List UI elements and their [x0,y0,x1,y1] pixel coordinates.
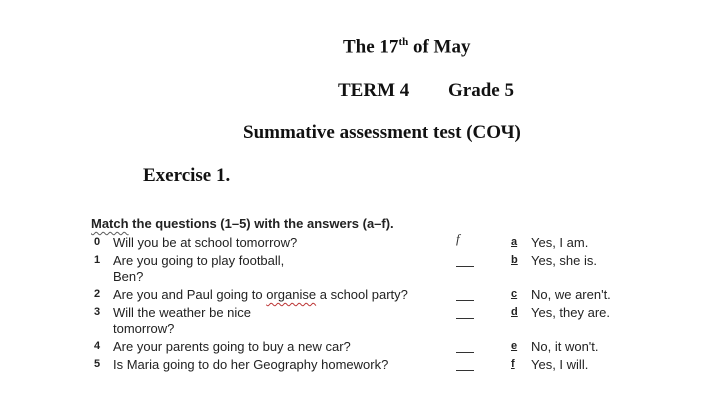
answer-blank[interactable] [456,352,474,353]
question-text-part: Are you and Paul going to [113,287,267,302]
question-text: Are your parents going to buy a new car? [113,339,351,354]
answer-letter: b [511,254,518,266]
answer-text: Yes, I am. [531,235,589,250]
question-text-continued: Ben? [113,269,144,284]
question-number: 2 [94,288,101,300]
grade-label: Grade 5 [448,80,514,101]
answer-blank[interactable] [456,318,474,319]
question-text [113,287,408,302]
answer-text: No, we aren't. [531,287,611,302]
date-month: of May [408,36,471,58]
exercise-title: Exercise 1. [143,165,231,186]
answer-text: Yes, I will. [531,357,589,372]
spellcheck-marked-word: organise [266,287,317,302]
question-number: 1 [94,254,101,266]
question-text: Is Maria going to do her Geography homework? [113,357,389,372]
question-text-continued: tomorrow? [113,321,175,336]
instruction-text: the questions (1–5) with the answers (a–f). [128,216,394,231]
exercise-instruction [91,216,394,231]
answer-blank[interactable] [456,300,474,301]
answer-letter: d [511,306,518,318]
answer-letter: c [511,288,518,300]
test-date [343,36,470,58]
question-number: 4 [94,340,101,352]
answer-text: No, it won't. [531,339,599,354]
question-text: Will the weather be nice [113,305,252,320]
example-answer: f [456,231,460,246]
question-text: Are you going to play football, [113,253,285,268]
date-ordinal-suffix: th [398,36,409,48]
question-text-part: a school party? [316,287,408,302]
answer-blank[interactable] [456,266,474,267]
date-day: The 17 [343,36,399,58]
answer-letter: a [511,236,518,248]
answer-text: Yes, they are. [531,305,611,320]
question-number: 3 [94,306,101,318]
answer-text: Yes, she is. [531,253,598,268]
question-text: Will you be at school tomorrow? [113,235,298,250]
assessment-title: Summative assessment test (СОЧ) [243,122,521,143]
instruction-keyword: Match [91,216,129,231]
answer-blank[interactable] [456,370,474,371]
answer-letter: e [511,340,518,352]
answer-letter: f [511,358,515,370]
question-number: 5 [94,358,101,370]
question-number: 0 [94,236,101,248]
term-label: TERM 4 [338,80,410,101]
